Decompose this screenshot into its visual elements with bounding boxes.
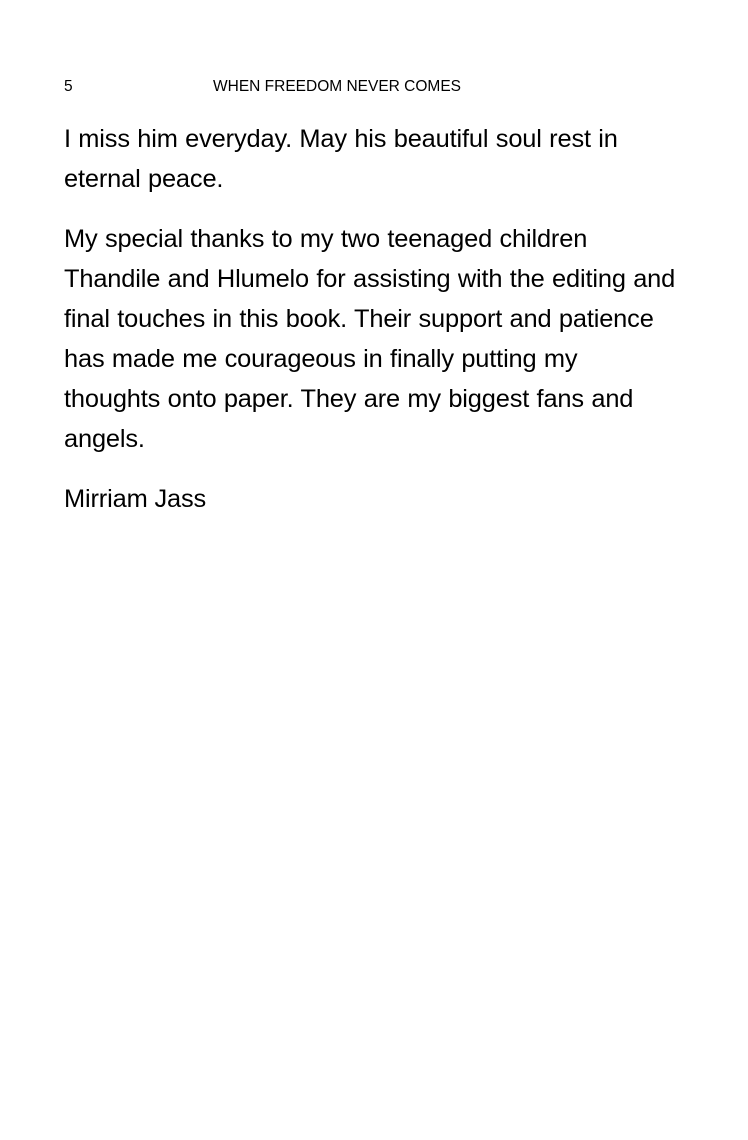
page-header bbox=[64, 76, 684, 98]
body-paragraph: My special thanks to my two teenaged children Thandile and Hlumelo for assisting with the editing and final touches in this book. Their support and patience has made me courageous in finally putting my thoughts onto paper. They are my biggest fans and angels. bbox=[64, 225, 676, 453]
running-title: WHEN FREEDOM NEVER COMES bbox=[213, 78, 462, 95]
body-paragraph: I miss him everyday. May his beautiful soul rest in eternal peace. bbox=[64, 125, 618, 193]
author-signature: Mirriam Jass bbox=[64, 485, 207, 513]
page-body bbox=[64, 119, 679, 519]
page-number: 5 bbox=[64, 78, 73, 95]
